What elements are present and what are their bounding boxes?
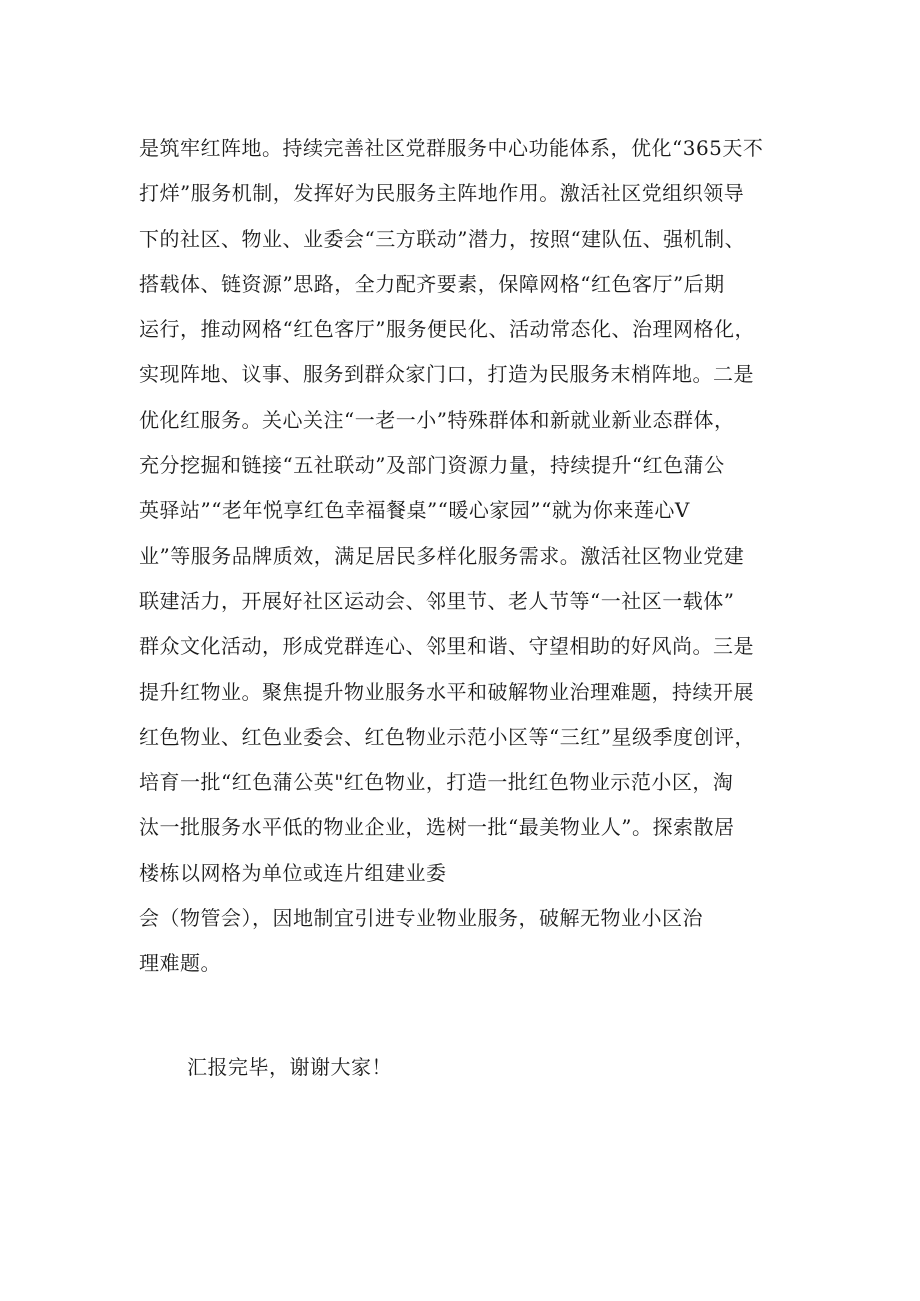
- text-line-16: 汰一批服务水平低的物业企业，选树一批“最美物业人”。探索散居: [139, 815, 735, 840]
- text-line-10: 业”等服务品牌质效，满足居民多样化服务需求。激活社区物业党建: [139, 543, 745, 568]
- closing-remark: 汇报完毕，谢谢大家！: [187, 1055, 392, 1079]
- text-line-17: 楼栋以网格为单位或连片组建业委: [139, 860, 447, 885]
- text-line-14: 红色物业、红色业委会、红色物业示范小区等“三红”星级季度创评，: [139, 724, 755, 749]
- text-line-3: 下的社区、物业、业委会“三方联动”潜力，按照“建队伍、强机制、: [139, 226, 746, 251]
- text-line-11: 联建活力，开展好社区运动会、邻里节、老人节等“一社区一载体”: [139, 588, 735, 613]
- text-line-12: 群众文化活动，形成党群连心、邻里和谐、守望相助的好风尚。三是: [139, 634, 754, 659]
- text-line-4: 搭载体、链资源”思路，全力配齐要素，保障网格“红色客厅”后期: [139, 271, 725, 296]
- text-line-6: 实现阵地、议事、服务到群众家门口，打造为民服务末梢阵地。二是: [139, 362, 754, 387]
- text-line-18: 会（物管会），因地制宜引进专业物业服务，破解无物业小区治: [139, 906, 703, 931]
- text-line-15: 培育一批“红色蒲公英"红色物业，打造一批红色物业示范小区，淘: [139, 770, 734, 795]
- text-line-1: 是筑牢红阵地。持续完善社区党群服务中心功能体系，优化“365天不: [139, 136, 764, 160]
- text-line-9: 英驿站”“老年悦享红色幸福餐桌”“暖心家园”“就为你来莲心V: [139, 498, 690, 523]
- text-line-5: 运行，推动网格“红色客厅”服务便民化、活动常态化、治理网格化，: [139, 317, 755, 342]
- text-line-8: 充分挖掘和链接“五社联动”及部门资源力量，持续提升“红色蒲公: [139, 453, 725, 478]
- text-line-2: 打烊”服务机制，发挥好为民服务主阵地作用。激活社区党组织领导: [139, 181, 745, 206]
- text-line-7: 优化红服务。关心关注“一老一小”特殊群体和新就业新业态群体，: [139, 407, 735, 432]
- body-paragraph: [139, 126, 829, 987]
- text-line-19: 理难题。: [139, 951, 221, 976]
- text-line-13: 提升红物业。聚焦提升物业服务水平和破解物业治理难题，持续开展: [139, 679, 754, 704]
